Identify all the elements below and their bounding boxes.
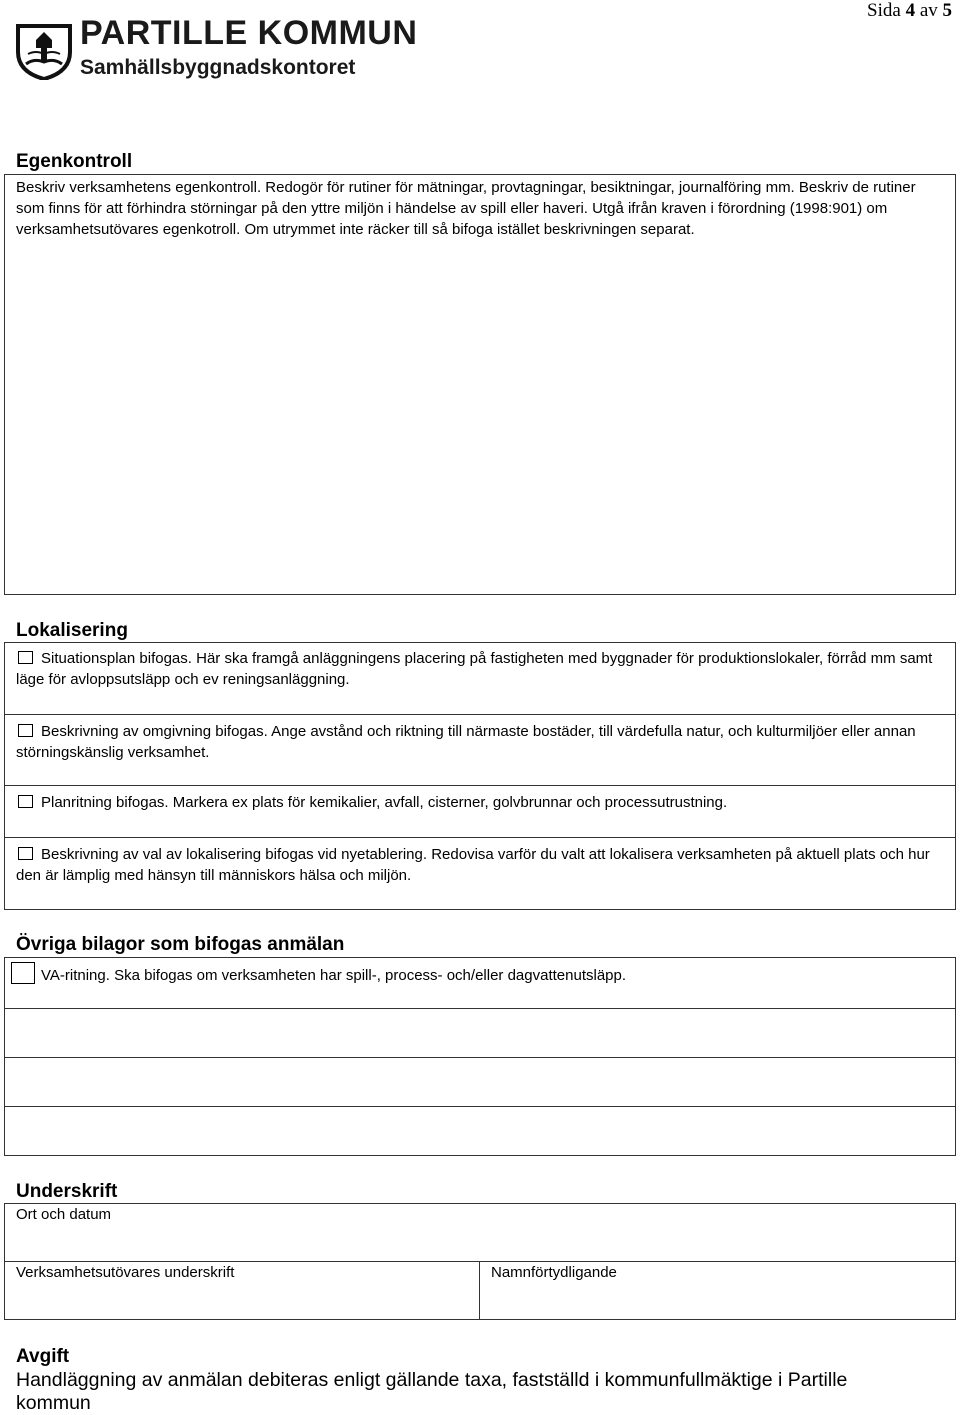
- place-date-field[interactable]: [4, 1203, 956, 1262]
- page-of: av: [919, 0, 938, 21]
- val-av-lokalisering-label: Beskrivning av val av lokalisering bifogas vid nyetablering. Redovisa varför du valt att lokalisera verksamheten på aktuell plats och hur den är lämplig med hänsyn till människors hälsa och miljön.: [16, 846, 930, 884]
- page-current: 4: [905, 0, 916, 21]
- egenkontroll-box[interactable]: [4, 174, 956, 595]
- checkbox-val-av-lokalisering[interactable]: [18, 847, 33, 860]
- lokalisering-item-omgivning[interactable]: [4, 715, 956, 786]
- checkbox-omgivning[interactable]: [18, 724, 33, 737]
- name-clarification-label: Namnförtydligande: [491, 1264, 617, 1281]
- checkbox-situationsplan[interactable]: [18, 651, 33, 664]
- name-clarification-field[interactable]: [479, 1261, 956, 1320]
- signature-field[interactable]: [4, 1261, 480, 1320]
- page-total: 5: [942, 0, 952, 21]
- situationsplan-label: Situationsplan bifogas. Här ska framgå anläggningens placering på fastigheten med byggnader för produktionslokaler, förråd mm samt läge för avloppsutsläpp och ev reningsanläggning.: [16, 650, 933, 688]
- omgivning-label: Beskrivning av omgivning bifogas. Ange avstånd och riktning till närmaste bostäder, till värdefulla natur, och kulturmiljöer eller annan störningskänslig verksamhet.: [16, 723, 916, 761]
- org-name: PARTILLE KOMMUN: [80, 14, 418, 52]
- bilagor-empty-row-3[interactable]: [4, 1106, 956, 1156]
- page-label: Sida: [867, 0, 901, 21]
- egenkontroll-description: Beskriv verksamhetens egenkontroll. Redogör för rutiner för mätningar, provtagningar, besiktningar, journalföring mm. Beskriv de rutiner som finns för att förhindra störningar på den yttre miljön i händelse av spill eller haveri. Utgå ifrån kraven i förordning (1998:901) om verksamhetsutövares egenkotroll. Om utrymmet inte räcker till så bifoga istället beskrivningen separat.: [16, 179, 916, 238]
- bilagor-title: Övriga bilagor som bifogas anmälan: [16, 934, 345, 955]
- checkbox-planritning[interactable]: [18, 795, 33, 808]
- checkbox-va-ritning[interactable]: [11, 962, 35, 984]
- underskrift-title: Underskrift: [16, 1181, 118, 1202]
- org-department: Samhällsbyggnadskontoret: [80, 56, 356, 79]
- page-number: [867, 0, 952, 22]
- signature-label: Verksamhetsutövares underskrift: [16, 1264, 235, 1281]
- lokalisering-title: Lokalisering: [16, 620, 128, 641]
- avgift-text: Handläggning av anmälan debiteras enligt gällande taxa, fastställd i kommunfullmäktige i Partille kommun: [16, 1369, 848, 1414]
- lokalisering-item-val-av-lokalisering[interactable]: [4, 838, 956, 910]
- va-ritning-label: VA-ritning. Ska bifogas om verksamheten har spill-, process- och/eller dagvattenutsläpp.: [41, 967, 627, 984]
- place-date-label: Ort och datum: [16, 1206, 112, 1223]
- municipality-crest-icon: [14, 18, 74, 80]
- planritning-label: Planritning bifogas. Markera ex plats för kemikalier, avfall, cisterner, golvbrunnar och processutrustning.: [41, 794, 728, 811]
- bilagor-empty-row-1[interactable]: [4, 1008, 956, 1058]
- bilagor-empty-row-2[interactable]: [4, 1057, 956, 1107]
- bilagor-row-va-ritning[interactable]: [4, 957, 956, 1009]
- avgift-title: Avgift: [16, 1346, 70, 1367]
- lokalisering-item-situationsplan[interactable]: [4, 642, 956, 715]
- egenkontroll-title: Egenkontroll: [16, 151, 133, 172]
- lokalisering-item-planritning[interactable]: [4, 786, 956, 838]
